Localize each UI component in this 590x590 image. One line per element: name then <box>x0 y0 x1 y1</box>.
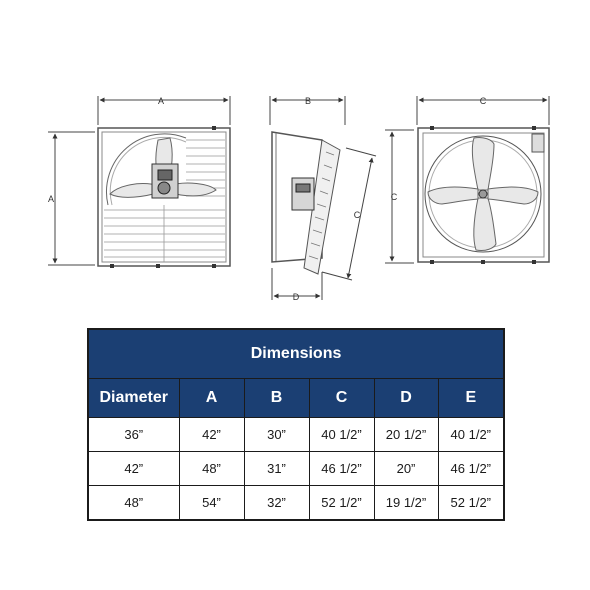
dimensions-table <box>87 328 505 521</box>
table-header-row <box>88 379 504 418</box>
table-cell: 52 1/2” <box>309 486 374 521</box>
header-b: B <box>244 379 309 418</box>
table-row <box>88 418 504 452</box>
front-view-drawing <box>48 96 230 268</box>
side-view-drawing <box>270 96 376 300</box>
rear-width-label: C <box>479 96 487 106</box>
table-cell: 48” <box>179 452 244 486</box>
table-row <box>88 452 504 486</box>
table-cell: 46 1/2” <box>438 452 504 486</box>
side-diagonal-label: C <box>353 210 361 220</box>
side-bottom-label: D <box>292 292 300 302</box>
table-cell: 32” <box>244 486 309 521</box>
table-cell: 40 1/2” <box>438 418 504 452</box>
header-e: E <box>438 379 504 418</box>
side-depth-label: B <box>304 96 312 106</box>
table-cell: 46 1/2” <box>309 452 374 486</box>
front-height-label: A <box>47 194 55 204</box>
table-cell: 40 1/2” <box>309 418 374 452</box>
table-row <box>88 486 504 521</box>
table-cell: 36” <box>88 418 179 452</box>
table-title-row <box>88 329 504 379</box>
table-cell: 19 1/2” <box>374 486 438 521</box>
header-c: C <box>309 379 374 418</box>
table-cell: 20 1/2” <box>374 418 438 452</box>
table-cell: 42” <box>88 452 179 486</box>
table-cell: 20” <box>374 452 438 486</box>
header-d: D <box>374 379 438 418</box>
rear-view-drawing <box>385 96 549 264</box>
table-cell: 42” <box>179 418 244 452</box>
table-cell: 48” <box>88 486 179 521</box>
table-cell: 30” <box>244 418 309 452</box>
rear-height-label: C <box>390 192 398 202</box>
table-cell: 52 1/2” <box>438 486 504 521</box>
header-diameter: Diameter <box>88 379 179 418</box>
table-cell: 54” <box>179 486 244 521</box>
table-cell: 31” <box>244 452 309 486</box>
front-width-label: A <box>157 96 165 106</box>
table-title: Dimensions <box>88 329 504 379</box>
header-a: A <box>179 379 244 418</box>
